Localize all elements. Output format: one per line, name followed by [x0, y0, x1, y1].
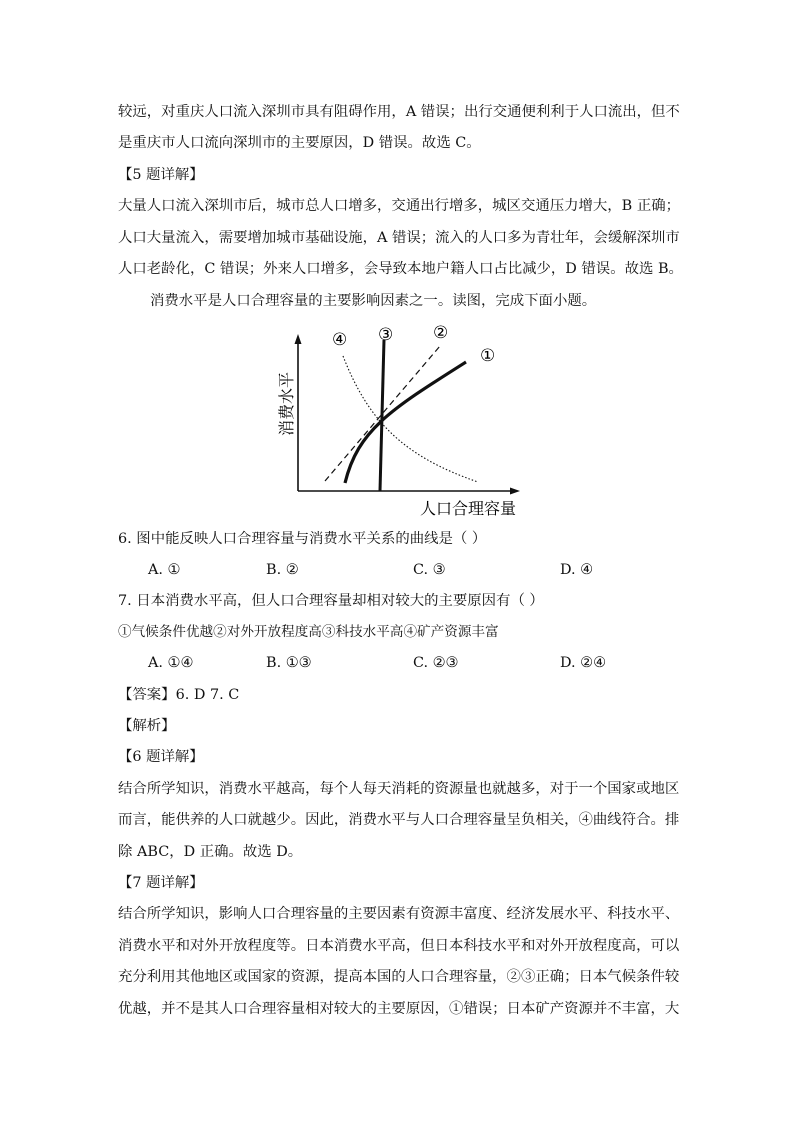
figure-graph: [250, 318, 540, 520]
paragraph-line: 优越，并不是其人口合理容量相对较大的主要原因，①错误；日本矿产资源并不丰富，大: [118, 1001, 680, 1017]
q7-option-a: A. ①④: [148, 655, 194, 671]
paragraph-line: 而言，能供养的人口就越少。因此，消费水平与人口合理容量呈负相关，④曲线符合。排: [118, 812, 680, 828]
curve-label-2: ②: [433, 323, 449, 343]
question-7-stem: 7. 日本消费水平高，但人口合理容量却相对较大的主要原因有（ ）: [118, 593, 544, 609]
section-heading: 【6 题详解】: [118, 749, 204, 765]
question-6-stem: 6. 图中能反映人口合理容量与消费水平关系的曲线是（ ）: [118, 531, 487, 547]
paragraph-line: 较远，对重庆人口流入深圳市具有阻碍作用，A 错误；出行交通便利利于人口流出，但不: [118, 104, 680, 120]
paragraph-line: 结合所学知识，消费水平越高，每个人每天消耗的资源量也就越多，对于一个国家或地区: [118, 781, 680, 797]
section-heading: 【7 题详解】: [118, 875, 204, 891]
question-7-statements: ①气候条件优越②对外开放程度高③科技水平高④矿产资源丰富: [118, 624, 499, 640]
x-axis-arrow: [510, 488, 520, 495]
q6-option-a: A. ①: [148, 562, 181, 578]
q6-option-b: B. ②: [266, 562, 299, 578]
paragraph-line: 是重庆市人口流向深圳市的主要原因，D 错误。故选 C。: [118, 135, 481, 151]
question-intro: 消费水平是人口合理容量的主要影响因素之一。读图，完成下面小题。: [150, 293, 597, 309]
curve-label-1: ①: [480, 346, 496, 366]
curve-label-4: ④: [332, 330, 348, 350]
paragraph-line: 人口老龄化，C 错误；外来人口增多，会导致本地户籍人口占比减少，D 错误。故选 B。: [118, 261, 683, 277]
answer-line: 【答案】6. D 7. C: [118, 687, 240, 703]
curve-1: [345, 362, 466, 483]
consumption-capacity-figure: [250, 318, 540, 520]
y-axis-arrow: [295, 334, 302, 344]
q7-option-d: D. ②④: [560, 655, 606, 671]
paragraph-line: 充分利用其他地区或国家的资源，提高本国的人口合理容量，②③正确；日本气候条件较: [118, 969, 680, 985]
x-axis-label: 人口合理容量: [419, 499, 517, 518]
analysis-heading: 【解析】: [118, 718, 176, 734]
paragraph-line: 消费水平和对外开放程度等。日本消费水平高，但日本科技水平和对外开放程度高，可以: [118, 938, 680, 954]
section-heading: 【5 题详解】: [118, 167, 204, 183]
paragraph-line: 大量人口流入深圳市后，城市总人口增多，交通出行增多，城区交通压力增大，B 正确；: [118, 198, 680, 214]
curve-3: [380, 340, 384, 491]
y-axis-label: 消费水平: [277, 371, 296, 437]
paragraph-line: 人口大量流入，需要增加城市基础设施，A 错误；流入的人口多为青壮年，会缓解深圳市: [118, 230, 680, 246]
q6-option-c: C. ③: [413, 562, 446, 578]
paragraph-line: 除 ABC，D 正确。故选 D。: [118, 844, 303, 860]
q6-option-d: D. ④: [560, 562, 594, 578]
q7-option-b: B. ①③: [266, 655, 312, 671]
paragraph-line: 结合所学知识，影响人口合理容量的主要因素有资源丰富度、经济发展水平、科技水平、: [118, 906, 680, 922]
curve-4: [343, 356, 478, 482]
curve-label-3: ③: [378, 325, 394, 345]
q7-option-c: C. ②③: [413, 655, 459, 671]
